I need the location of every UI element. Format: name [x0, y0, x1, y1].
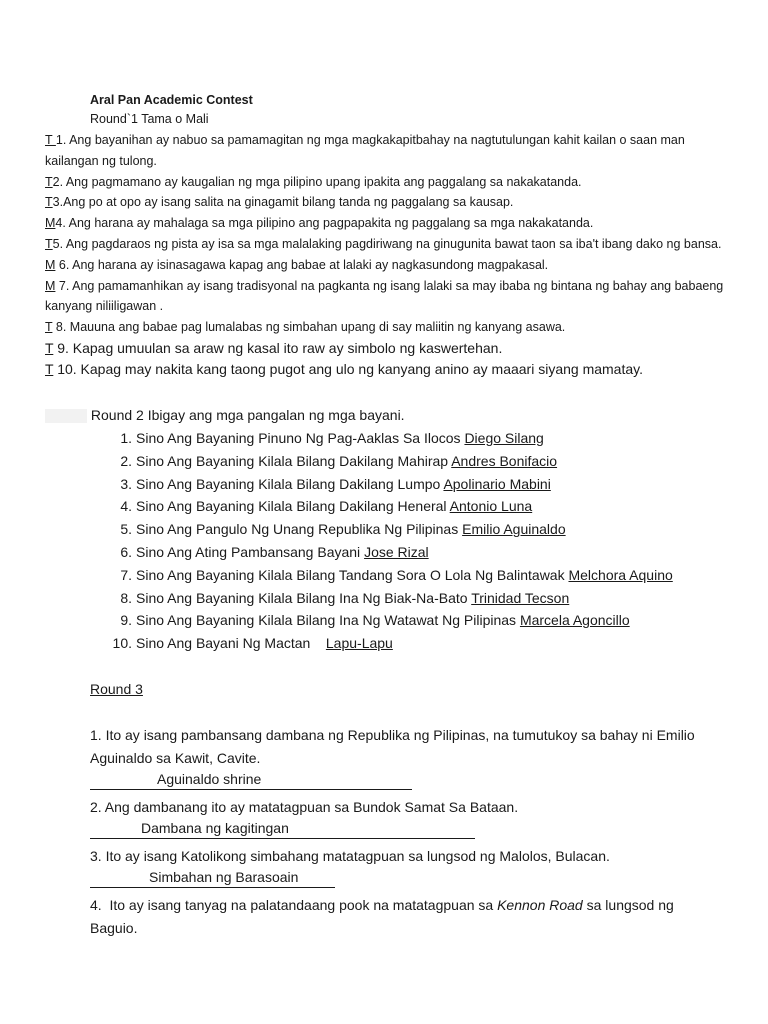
round1-title: Round`1 Tama o Mali	[90, 112, 209, 126]
round1-question: 3.Ang po at opo ay isang salita na ginagamit bilang tanda ng paggalang sa kausap.	[52, 195, 514, 210]
round1-answer: M	[45, 257, 56, 272]
round1-question: 10. Kapag may nakita kang taong pugot ang ulo ng kanyang anino ay maaari siyang mamatay.	[53, 360, 643, 377]
list-item	[110, 495, 720, 518]
item-number: 6.	[120, 543, 132, 560]
item-answer: Antonio Luna	[449, 498, 533, 515]
round1-answer: M	[45, 278, 56, 293]
item-answer: Andres Bonifacio	[451, 452, 558, 469]
round1-answer: T	[45, 320, 53, 335]
list-item	[110, 564, 720, 587]
round1-answer: T	[45, 195, 53, 210]
item-question: Sino Ang Bayaning Kilala Bilang Dakilang Mahirap	[136, 452, 452, 469]
round1-question: 9. Kapag umuulan sa araw ng kasal ito raw ay simbolo ng kaswertehan.	[53, 339, 503, 356]
round2-list	[110, 427, 720, 655]
item-number: 2.	[120, 452, 132, 469]
list-item	[110, 541, 720, 564]
item-question: Sino Ang Bayaning Pinuno Ng Pag-Aaklas Sa Ilocos	[136, 430, 465, 446]
list-item	[110, 632, 720, 655]
round1-question: 2. Ang pagmamano ay kaugalian ng mga pilipino upang ipakita ang paggalang sa nakakatanda.	[52, 174, 582, 189]
round3-answer: Dambana ng kagitingan	[141, 820, 289, 836]
round1-item	[45, 338, 725, 359]
item-question: Sino Ang Bayaning Kilala Bilang Ina Ng Watawat Ng Pilipinas	[136, 612, 520, 629]
item-question: Sino Ang Bayaning Kilala Bilang Dakilang Heneral	[136, 498, 450, 515]
round1-item	[45, 276, 725, 318]
item-number: 4.	[120, 498, 132, 515]
item-question: Sino Ang Ating Pambansang Bayani	[136, 543, 365, 560]
item-question: Sino Ang Bayani Ng Mactan	[136, 635, 326, 652]
item-question: Sino Ang Bayaning Kilala Bilang Dakilang Lumpo	[136, 475, 444, 492]
item-number: 9.	[120, 612, 132, 629]
item-number: 7.	[120, 566, 132, 583]
item-answer: Lapu-Lapu	[325, 635, 393, 652]
spacer	[90, 700, 720, 724]
item-answer: Melchora Aquino	[568, 566, 673, 583]
round1-question: 8. Mauuna ang babae pag lumalabas ng simbahan upang di say maliitin ng kanyang asawa.	[52, 320, 566, 335]
round1-list	[45, 130, 725, 380]
item-answer: Marcela Agoncillo	[519, 612, 630, 629]
round1-item	[45, 192, 725, 213]
item-question: Sino Ang Pangulo Ng Unang Republika Ng Pilipinas	[136, 521, 463, 538]
list-item	[110, 518, 720, 541]
round2-title-row	[45, 405, 405, 426]
highlight-mark	[45, 409, 87, 423]
round2-title: Round 2 Ibigay ang mga pangalan ng mga bayani.	[90, 407, 405, 423]
round3-answer: Aguinaldo shrine	[157, 771, 262, 787]
round1-answer: T	[45, 236, 53, 251]
round1-question: 6. Ang harana ay isinasagawa kapag ang babae at lalaki ay nagkasundong magpakasal.	[55, 257, 549, 272]
round1-answer: M	[45, 216, 56, 231]
round1-question: 4. Ang harana ay mahalaga sa mga pilipino ang pagpapakita ng paggalang sa mga nakakatanda.	[55, 216, 594, 231]
round1-answer: T	[45, 174, 53, 189]
round1-item	[45, 317, 725, 338]
round1-question: 5. Ang pagdaraos ng pista ay isa sa mga malalaking pagdiriwang na ginugunita bawat taon sa iba't ibang dako ng bansa.	[52, 236, 722, 251]
item-number: 5.	[120, 521, 132, 538]
item-question: Sino Ang Bayaning Kilala Bilang Ina Ng Biak-Na-Bato	[136, 589, 472, 606]
document-title: Aral Pan Academic Contest	[90, 93, 253, 107]
round1-answer: T	[45, 133, 56, 147]
round3-question: 3. Ito ay isang Katolikong simbahang matatagpuan sa lungsod ng Malolos, Bulacan.	[90, 848, 610, 864]
round1-question: 7. Ang pamamanhikan ay isang tradisyonal na pagkanta ng isang lalaki sa may ibaba ng bintana ng bahay ang babaeng kanyang niliiligawan .	[45, 278, 724, 314]
item-question: Sino Ang Bayaning Kilala Bilang Tandang Sora O Lola Ng Balintawak	[136, 566, 569, 583]
list-item	[110, 427, 720, 450]
round3-title: Round 3	[90, 681, 143, 697]
round1-answer: T	[45, 360, 54, 377]
round3-question	[90, 894, 720, 940]
item-answer: Trinidad Tecson	[471, 589, 570, 606]
round3-question: 2. Ang dambanang ito ay matatagpuan sa Bundok Samat Sa Bataan.	[90, 799, 519, 815]
round3-answer: Simbahan ng Barasoain	[149, 869, 299, 885]
answer-blank	[90, 770, 412, 790]
question-text: sa lungsod ng Baguio.	[90, 897, 674, 936]
item-answer: Emilio Aguinaldo	[462, 521, 566, 538]
item-answer: Jose Rizal	[364, 543, 429, 560]
round1-item	[45, 213, 725, 234]
round3-question: 1. Ito ay isang pambansang dambana ng Republika ng Pilipinas, na tumutukoy sa bahay ni Emilio Aguinaldo sa Kawit, Cavite.	[90, 727, 695, 766]
item-number: 3.	[120, 475, 132, 492]
list-item	[110, 473, 720, 496]
item-answer: Apolinario Mabini	[443, 475, 551, 492]
list-item	[110, 609, 720, 632]
round1-item	[45, 255, 725, 276]
item-number: 8.	[120, 589, 132, 606]
item-number: 1.	[120, 430, 132, 446]
answer-blank	[90, 868, 335, 888]
round1-answer: T	[45, 339, 54, 356]
question-emphasis: Kennon Road	[497, 897, 583, 913]
question-text: 4. Ito ay isang tanyag na palatandaang pook na matatagpuan sa	[90, 897, 498, 913]
list-item	[110, 587, 720, 610]
item-answer: Diego Silang	[464, 430, 544, 446]
round1-item	[45, 130, 725, 172]
round3-section	[90, 678, 720, 940]
round1-item	[45, 359, 725, 380]
answer-blank	[90, 819, 475, 839]
list-item	[110, 450, 720, 473]
item-number: 10.	[112, 635, 132, 652]
round1-item	[45, 234, 725, 255]
round1-item	[45, 172, 725, 193]
round1-question: 1. Ang bayanihan ay nabuo sa pamamagitan ng mga magkakapitbahay na nagtutulungan kahit kailan o saan man kailangan ng tulong.	[45, 133, 685, 168]
